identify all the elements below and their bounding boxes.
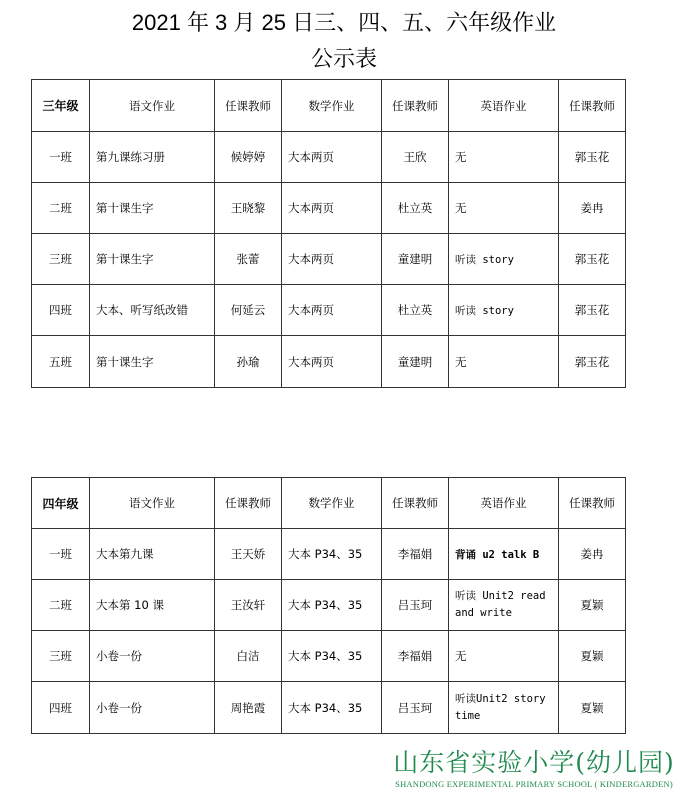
class-cell: 三班 <box>32 234 90 285</box>
teacher-cell: 夏颖 <box>559 682 626 734</box>
class-cell: 二班 <box>32 183 90 234</box>
school-logo-english: SHANDONG EXPERIMENTAL PRIMARY SCHOOL ( KINDERGARDEN) <box>395 779 673 789</box>
teacher-cell: 杜立英 <box>382 285 449 336</box>
teacher-cell: 童建明 <box>382 234 449 285</box>
teacher-cell: 王晓黎 <box>215 183 282 234</box>
column-header: 英语作业 <box>449 478 559 529</box>
english-homework-cell: 听读 story <box>449 234 559 285</box>
table-row <box>32 285 626 336</box>
grade-label: 四年级 <box>32 478 90 529</box>
teacher-cell: 郭玉花 <box>559 132 626 183</box>
teacher-cell: 杜立英 <box>382 183 449 234</box>
teacher-cell: 周艳霞 <box>215 682 282 734</box>
teacher-cell: 郭玉花 <box>559 285 626 336</box>
math-homework-cell: 大本两页 <box>282 132 382 183</box>
math-homework-cell: 大本两页 <box>282 336 382 388</box>
column-header: 数学作业 <box>282 80 382 132</box>
class-cell: 一班 <box>32 529 90 580</box>
english-homework-cell: 听读 Unit2 read and write <box>449 580 559 631</box>
math-homework-cell: 大本两页 <box>282 183 382 234</box>
math-homework-cell: 大本 P34、35 <box>282 682 382 734</box>
class-cell: 二班 <box>32 580 90 631</box>
chinese-homework-cell: 第九课练习册 <box>90 132 215 183</box>
chinese-homework-cell: 大本第九课 <box>90 529 215 580</box>
english-homework-cell: 无 <box>449 336 559 388</box>
teacher-cell: 姜冉 <box>559 183 626 234</box>
class-cell: 五班 <box>32 336 90 388</box>
teacher-cell: 候婷婷 <box>215 132 282 183</box>
english-homework-cell: 背诵 u2 talk B <box>449 529 559 580</box>
teacher-cell: 郭玉花 <box>559 336 626 388</box>
math-homework-cell: 大本 P34、35 <box>282 631 382 682</box>
table-header-row <box>32 478 626 529</box>
teacher-cell: 王天娇 <box>215 529 282 580</box>
class-cell: 四班 <box>32 682 90 734</box>
chinese-homework-cell: 小卷一份 <box>90 682 215 734</box>
english-homework-cell: 无 <box>449 132 559 183</box>
column-header: 任课教师 <box>382 80 449 132</box>
page-subtitle: 公示表 <box>310 46 377 71</box>
class-cell: 一班 <box>32 132 90 183</box>
teacher-cell: 王欣 <box>382 132 449 183</box>
chinese-homework-cell: 小卷一份 <box>90 631 215 682</box>
teacher-cell: 孙瑜 <box>215 336 282 388</box>
teacher-cell: 夏颖 <box>559 580 626 631</box>
english-homework-cell: 听读Unit2 story time <box>449 682 559 734</box>
math-homework-cell: 大本 P34、35 <box>282 580 382 631</box>
teacher-cell: 姜冉 <box>559 529 626 580</box>
table-row <box>32 234 626 285</box>
school-logo <box>384 748 684 798</box>
teacher-cell: 吕玉珂 <box>382 682 449 734</box>
column-header: 任课教师 <box>559 80 626 132</box>
chinese-homework-cell: 大本、听写纸改错 <box>90 285 215 336</box>
teacher-cell: 何延云 <box>215 285 282 336</box>
grade4-homework-table <box>31 477 626 734</box>
grade3-homework-table <box>31 79 626 388</box>
chinese-homework-cell: 第十课生字 <box>90 183 215 234</box>
teacher-cell: 李福娟 <box>382 631 449 682</box>
teacher-cell: 白洁 <box>215 631 282 682</box>
english-homework-cell: 听读 story <box>449 285 559 336</box>
table-header-row <box>32 80 626 132</box>
column-header: 任课教师 <box>382 478 449 529</box>
column-header: 任课教师 <box>215 478 282 529</box>
chinese-homework-cell: 大本第 10 课 <box>90 580 215 631</box>
page-title: 2021 年 3 月 25 日三、四、五、六年级作业 <box>131 10 557 35</box>
column-header: 语文作业 <box>90 478 215 529</box>
english-homework-cell: 无 <box>449 631 559 682</box>
table-row <box>32 529 626 580</box>
table-row <box>32 631 626 682</box>
column-header: 语文作业 <box>90 80 215 132</box>
teacher-cell: 童建明 <box>382 336 449 388</box>
teacher-cell: 张蕾 <box>215 234 282 285</box>
math-homework-cell: 大本两页 <box>282 285 382 336</box>
column-header: 任课教师 <box>559 478 626 529</box>
table-row <box>32 580 626 631</box>
table-row <box>32 183 626 234</box>
table-row <box>32 682 626 734</box>
teacher-cell: 郭玉花 <box>559 234 626 285</box>
column-header: 任课教师 <box>215 80 282 132</box>
math-homework-cell: 大本 P34、35 <box>282 529 382 580</box>
chinese-homework-cell: 第十课生字 <box>90 336 215 388</box>
column-header: 英语作业 <box>449 80 559 132</box>
column-header: 数学作业 <box>282 478 382 529</box>
school-logo-chinese: 山东省实验小学(幼儿园) <box>393 748 675 777</box>
english-homework-cell: 无 <box>449 183 559 234</box>
chinese-homework-cell: 第十课生字 <box>90 234 215 285</box>
grade-label: 三年级 <box>32 80 90 132</box>
table-row <box>32 132 626 183</box>
table-row <box>32 336 626 388</box>
class-cell: 四班 <box>32 285 90 336</box>
teacher-cell: 王汝轩 <box>215 580 282 631</box>
class-cell: 三班 <box>32 631 90 682</box>
teacher-cell: 夏颖 <box>559 631 626 682</box>
math-homework-cell: 大本两页 <box>282 234 382 285</box>
teacher-cell: 吕玉珂 <box>382 580 449 631</box>
teacher-cell: 李福娟 <box>382 529 449 580</box>
